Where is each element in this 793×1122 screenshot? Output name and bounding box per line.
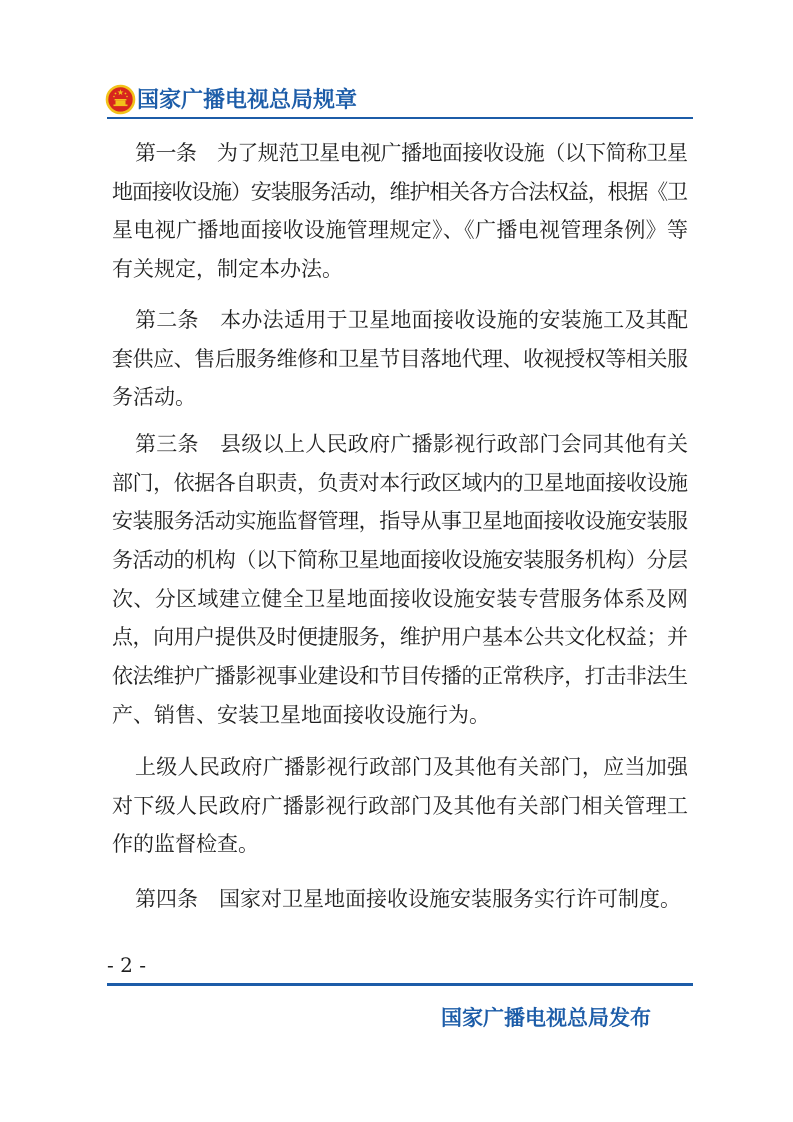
paragraph-line: 星电视广播地面接收设施管理规定》、《广播电视管理条例》等 [112,218,689,243]
article-1-paragraph [112,134,688,289]
paragraph-line: 第一条 为了规范卫星电视广播地面接收设施（以下简称卫星 [135,141,688,165]
paragraph-line: 安装服务活动实施监督管理，指导从事卫星地面接收设施安装服 [112,509,688,534]
footer-publisher: 国家广播电视总局发布 [441,1006,651,1030]
article-3-supervision-paragraph [112,748,688,864]
paragraph-line: 上级人民政府广播影视行政部门及其他有关部门，应当加强 [135,755,689,779]
paragraph-line: 点，向用户提供及时便捷服务，维护用户基本公共文化权益；并 [112,625,688,650]
article-2-paragraph [112,301,688,417]
paragraph-line: 依法维护广播影视事业建设和节目传播的正常秩序，打击非法生 [112,664,688,689]
article-4-paragraph [112,880,688,919]
paragraph-line: 第三条 县级以上人民政府广播影视行政部门会同其他有关 [135,432,689,456]
paragraph-line: 产、销售、安装卫星地面接收设施行为。 [112,702,490,727]
paragraph-line: 务活动的机构（以下简称卫星地面接收设施安装服务机构）分层 [112,548,688,573]
paragraph-line: 第四条 国家对卫星地面接收设施安装服务实行许可制度。 [135,887,681,911]
header-title: 国家广播电视总局规章 [137,88,358,113]
paragraph-line: 套供应、售后服务维修和卫星节目落地代理、收视授权等相关服 [112,346,688,371]
paragraph-line: 作的监督检查。 [112,832,259,857]
paragraph-line: 次、分区域建立健全卫星地面接收设施安装专营服务体系及网 [112,586,689,611]
paragraph-line: 地面接收设施）安装服务活动，维护相关各方合法权益，根据《卫 [112,179,687,204]
paragraph-line: 第二条 本办法适用于卫星地面接收设施的安装施工及其配 [135,308,689,332]
paragraph-line: 对下级人民政府广播影视行政部门及其他有关部门相关管理工 [112,793,689,818]
page-number: - 2 - [107,953,146,977]
article-3-paragraph [112,425,688,735]
paragraph-line: 有关规定，制定本办法。 [112,257,343,282]
footer-divider [107,983,693,986]
header-divider [107,117,693,119]
national-emblem-icon [105,84,136,117]
paragraph-line: 部门，依据各自职责，负责对本行政区域内的卫星地面接收设施 [112,470,688,495]
paragraph-line: 务活动。 [112,385,196,410]
